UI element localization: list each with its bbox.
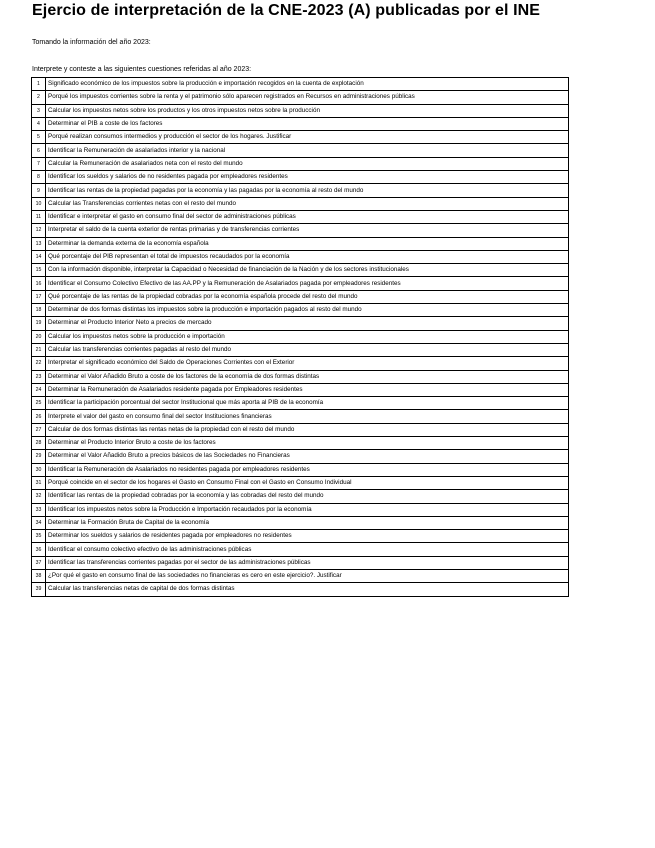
table-row: [32, 317, 569, 330]
question-number: 15: [32, 264, 46, 277]
table-row: [32, 370, 569, 383]
table-row: [32, 91, 569, 104]
question-number: 1: [32, 78, 46, 91]
question-text: Identificar los impuestos netos sobre la Producción e Importación recaudados por la economía: [46, 503, 569, 516]
question-number: 21: [32, 343, 46, 356]
question-text: Calcular los impuestos netos sobre los productos y los otros impuestos netos sobre la producción: [46, 104, 569, 117]
question-text: Interprete el valor del gasto en consumo final del sector Instituciones financieras: [46, 410, 569, 423]
table-row: [32, 171, 569, 184]
question-text: Determinar el Producto Interior Neto a precios de mercado: [46, 317, 569, 330]
question-text: Porqué realizan consumos intermedios y producción el sector de los hogares. Justificar: [46, 131, 569, 144]
question-text: Calcular las Transferencias corrientes netas con el resto del mundo: [46, 197, 569, 210]
question-text: Qué porcentaje de las rentas de la propiedad cobradas por la economía española procede del resto del mundo: [46, 290, 569, 303]
question-number: 28: [32, 437, 46, 450]
table-row: [32, 250, 569, 263]
table-row: [32, 357, 569, 370]
question-text: Identificar el consumo colectivo efectivo de las administraciones públicas: [46, 543, 569, 556]
table-row: [32, 290, 569, 303]
intro-text: Tomando la información del año 2023:: [32, 39, 151, 46]
table-row: [32, 157, 569, 170]
question-number: 35: [32, 530, 46, 543]
question-number: 29: [32, 450, 46, 463]
question-text: Calcular la Remuneración de asalariados neta con el resto del mundo: [46, 157, 569, 170]
question-number: 33: [32, 503, 46, 516]
question-text: Identificar el Consumo Colectivo Efectivo de las AA.PP y la Remuneración de Asalariados pagada por empleadores residentes: [46, 277, 569, 290]
question-text: Identificar las rentas de la propiedad cobradas por la economía y las cobradas del resto del mundo: [46, 490, 569, 503]
question-text: Porqué los impuestos corrientes sobre la renta y el patrimonio sólo aparecen registrados en Recursos en administraciones públicas: [46, 91, 569, 104]
question-text: Determinar la Formación Bruta de Capital de la economía: [46, 516, 569, 529]
question-text: Calcular de dos formas distintas las rentas netas de la propiedad con el resto del mundo: [46, 423, 569, 436]
question-text: Determinar los sueldos y salarios de residentes pagada por empleadores no residentes: [46, 530, 569, 543]
question-number: 7: [32, 157, 46, 170]
question-number: 3: [32, 104, 46, 117]
question-number: 6: [32, 144, 46, 157]
question-text: Calcular los impuestos netos sobre la producción e importación: [46, 330, 569, 343]
question-number: 18: [32, 304, 46, 317]
question-number: 9: [32, 184, 46, 197]
table-row: [32, 476, 569, 489]
question-number: 26: [32, 410, 46, 423]
table-row: [32, 556, 569, 569]
table-row: [32, 277, 569, 290]
table-row: [32, 397, 569, 410]
question-text: Identificar las rentas de la propiedad pagadas por la economía y las pagadas por la economía al resto del mundo: [46, 184, 569, 197]
question-text: Determinar el Valor Añadido Bruto a coste de los factores de la economía de dos formas distintas: [46, 370, 569, 383]
question-text: Calcular las transferencias netas de capital de dos formas distintas: [46, 583, 569, 596]
question-text: Identificar la Remuneración de asalariados interior y la nacional: [46, 144, 569, 157]
question-number: 5: [32, 131, 46, 144]
question-number: 38: [32, 569, 46, 582]
question-text: Calcular las transferencias corrientes pagadas al resto del mundo: [46, 343, 569, 356]
table-row: [32, 144, 569, 157]
table-row: [32, 237, 569, 250]
question-number: 32: [32, 490, 46, 503]
question-text: ¿Por qué el gasto en consumo final de las sociedades no financieras es cero en este ejercicio?. Justificar: [46, 569, 569, 582]
table-row: [32, 583, 569, 596]
question-text: Determinar la Remuneración de Asalariados residente pagada por Empleadores residentes: [46, 383, 569, 396]
table-row: [32, 516, 569, 529]
table-row: [32, 104, 569, 117]
table-row: [32, 117, 569, 130]
page-title: Ejercio de interpretación de la CNE-2023 (A) publicadas por el INE: [32, 2, 541, 19]
table-row: [32, 210, 569, 223]
questions-table-body: [32, 78, 569, 597]
table-row: [32, 264, 569, 277]
question-number: 12: [32, 224, 46, 237]
question-number: 34: [32, 516, 46, 529]
table-row: [32, 569, 569, 582]
table-row: [32, 197, 569, 210]
question-number: 2: [32, 91, 46, 104]
table-row: [32, 304, 569, 317]
table-row: [32, 343, 569, 356]
question-text: Identificar las transferencias corrientes pagadas por el sector de las administraciones públicas: [46, 556, 569, 569]
question-text: Identificar e interpretar el gasto en consumo final del sector de administraciones públicas: [46, 210, 569, 223]
question-text: Significado económico de los impuestos sobre la producción e importación recogidos en la cuenta de explotación: [46, 78, 569, 91]
question-number: 25: [32, 397, 46, 410]
table-row: [32, 131, 569, 144]
table-row: [32, 423, 569, 436]
question-number: 10: [32, 197, 46, 210]
question-number: 23: [32, 370, 46, 383]
table-row: [32, 184, 569, 197]
question-text: Identificar los sueldos y salarios de no residentes pagada por empleadores residentes: [46, 171, 569, 184]
question-number: 37: [32, 556, 46, 569]
table-row: [32, 78, 569, 91]
question-number: 27: [32, 423, 46, 436]
question-number: 31: [32, 476, 46, 489]
question-number: 19: [32, 317, 46, 330]
question-number: 30: [32, 463, 46, 476]
table-row: [32, 450, 569, 463]
table-row: [32, 490, 569, 503]
question-number: 16: [32, 277, 46, 290]
question-text: Interpretar el saldo de la cuenta exterior de rentas primarias y de transferencias corrientes: [46, 224, 569, 237]
question-number: 14: [32, 250, 46, 263]
question-number: 39: [32, 583, 46, 596]
question-number: 17: [32, 290, 46, 303]
question-number: 4: [32, 117, 46, 130]
question-text: Interpretar el significado económico del Saldo de Operaciones Corrientes con el Exterior: [46, 357, 569, 370]
question-text: Determinar la demanda externa de la economía española: [46, 237, 569, 250]
table-row: [32, 383, 569, 396]
table-row: [32, 330, 569, 343]
question-text: Con la información disponible, interpretar la Capacidad o Necesidad de financiación de la Nación y de los sectores institucionales: [46, 264, 569, 277]
question-text: Determinar el Valor Añadido Bruto a precios básicos de las Sociedades no Financieras: [46, 450, 569, 463]
question-number: 22: [32, 357, 46, 370]
question-number: 24: [32, 383, 46, 396]
table-row: [32, 410, 569, 423]
table-row: [32, 530, 569, 543]
instructions-text: Interprete y conteste a las siguientes cuestiones referidas al año 2023:: [32, 66, 252, 73]
question-text: Determinar el PIB a coste de los factores: [46, 117, 569, 130]
question-number: 36: [32, 543, 46, 556]
questions-table: [31, 77, 569, 597]
question-number: 11: [32, 210, 46, 223]
table-row: [32, 463, 569, 476]
question-text: Identificar la Remuneración de Asalariados no residentes pagada por empleadores residentes: [46, 463, 569, 476]
question-number: 13: [32, 237, 46, 250]
question-text: Qué porcentaje del PIB representan el total de impuestos recaudados por la economía: [46, 250, 569, 263]
question-text: Determinar de dos formas distintas los impuestos sobre la producción e importación pagados al resto del mundo: [46, 304, 569, 317]
question-text: Identificar la participación porcentual del sector Institucional que más aporta al PIB de la economía: [46, 397, 569, 410]
question-number: 20: [32, 330, 46, 343]
question-text: Porqué coincide en el sector de los hogares el Gasto en Consumo Final con el Gasto en Consumo Individual: [46, 476, 569, 489]
table-row: [32, 437, 569, 450]
question-text: Determinar el Producto Interior Bruto a coste de los factores: [46, 437, 569, 450]
table-row: [32, 503, 569, 516]
question-number: 8: [32, 171, 46, 184]
table-row: [32, 543, 569, 556]
table-row: [32, 224, 569, 237]
